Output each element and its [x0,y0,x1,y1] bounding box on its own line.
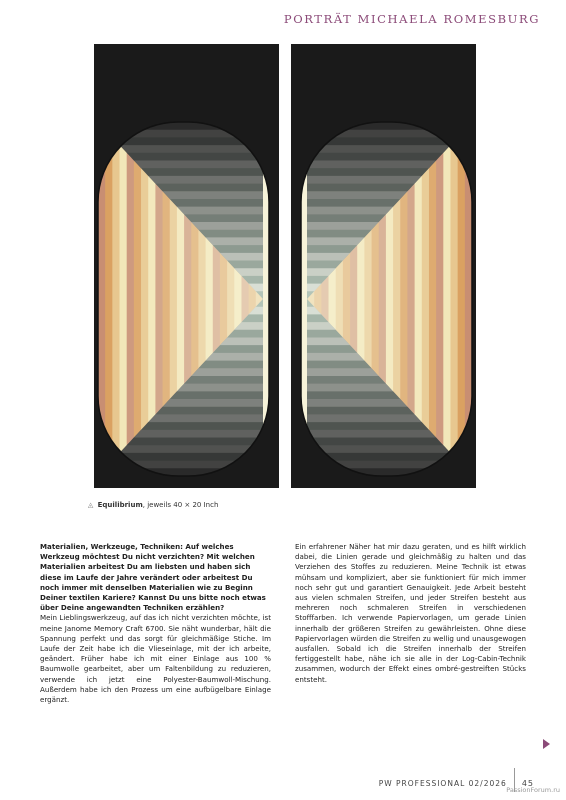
caption-text: , jeweils 40 × 20 Inch [142,501,219,509]
page-number: 45 [521,778,534,788]
quilt-right-panel [291,44,476,488]
article-column-right [295,542,526,685]
watermark: PassionForum.ru [506,786,560,794]
footer-magazine: PW PROFESSIONAL 02/2026 [378,778,507,788]
interview-answer-part1: Mein Lieblingswerkzeug, auf das ich nicht verzichten möchte, ist meine Janome Memory Craft 6700. Sie näht wunderbar, hält die Spannung perfekt und das sorgt für gleichmäßige Stiche. Im Laufe der Zeit habe ich die Vlieseinlage, mit der ich arbeite, geändert. Früher habe ich mit einer Einlage aus 100 % Baumwolle gearbeitet, aber um Faltenbildung zu reduzieren, verwende ich jetzt eine Polyester-Baumwoll-Mischung. Außerdem habe ich den Prozess um eine aufbügelbare Einlage ergänzt. [40,613,271,705]
image-caption [88,501,218,509]
interview-answer-part2: Ein erfahrener Näher hat mir dazu geraten, und es hilft wirklich dabei, die Linien gerade und gleichmäßig zu halten und das Verziehen des Stoffes zu reduzieren. Meine Technik ist etwas mühsam und kompliziert, aber sie funktioniert für mich immer noch sehr gut und garantiert Genauigkeit. Jede Arbeit besteht aus vielen schmalen Streifen, und jeder Streifen besteht aus mehreren noch schmaleren Streifen in verschiedenen Stofffarben. Ich verwende Papiervorlagen, um gerade Linien innerhalb der größeren Streifen zu gewährleisten. Ohne diese Papiervorlagen würden die Streifen zu wellig und unausgewogen ausfallen. Sobald ich die Streifen innerhalb der Streifen fertiggestellt habe, nähe ich sie alle in der Log-Cabin-Technik zusammen, wodurch der Effekt eines ombré-gestreiften Stücks entsteht. [295,542,526,684]
article-column-left [40,542,271,705]
caption-title: Equilibrium [97,501,143,509]
page-header-title: PORTRÄT MICHAELA ROMESBURG [283,12,540,26]
triangle-icon: ◬ [88,501,94,509]
next-page-arrow-icon[interactable] [543,739,550,749]
interview-question: Materialien, Werkzeuge, Techniken: Auf welches Werkzeug möchtest Du nicht verzichten? Mit welchen Materialien arbeitest Du am liebsten und haben sich diese im Laufe der Jahre verändert oder arbeitest Du noch immer mit denselben Materialien wie zu Beginn Deiner textilen Kariere? Kannst Du uns bitte noch etwas über Deine angewandten Techniken erzählen? [40,542,266,613]
quilt-left-panel [94,44,279,488]
